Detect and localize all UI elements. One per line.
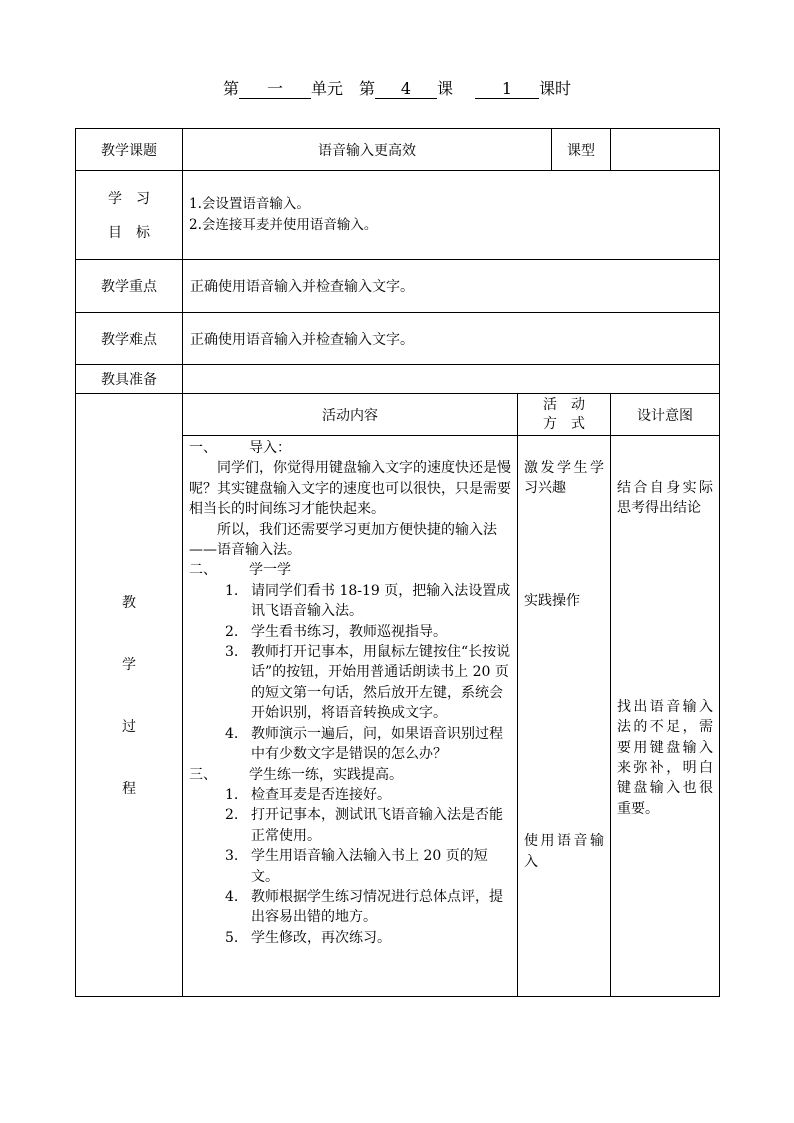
header-label: 第 [222,79,239,98]
list-text: 学生看书练习，教师巡视指导。 [251,623,447,640]
list-number: 2. [225,807,239,824]
intent-text: 找出语音输入法的不足，需要用键盘输入来弥补，明白键盘输入也很重要。 [617,698,713,817]
col-mode-line: 活 动 [543,396,585,413]
col-content-header: 活动内容 [183,394,518,436]
tools-value [183,365,720,394]
list-number: 3. [225,644,239,661]
lesson-header [0,76,794,99]
list-item [189,805,511,846]
section-heading [189,560,511,580]
process-header-row [76,394,720,436]
list-text: 教师演示一遍后，问，如果语音识别过程中有少数文字是错误的怎么办？ [251,725,503,763]
lesson-number: 4 [375,80,437,99]
list-item [189,724,511,765]
mode-text: 使用语音输入 [524,833,604,870]
paragraph: 所以，我们还需要学习更加方便快捷的输入法——语音输入法。 [189,521,497,559]
col-mode-header [518,394,611,436]
goal-item: 2.会连接耳麦并使用语音输入。 [189,217,378,233]
process-label-char: 学 [122,657,136,673]
list-text: 检查耳麦是否连接好。 [251,786,391,803]
mode-text: 实践操作 [524,592,580,609]
header-label: 课时 [539,79,572,98]
topic-row [76,129,720,171]
topic-value: 语音输入更高效 [183,129,552,171]
difficulty-label: 教学难点 [76,313,183,365]
difficulty-row [76,313,720,365]
header-label: 课 [437,79,454,98]
list-number: 3. [225,848,239,865]
list-text: 教师根据学生练习情况进行总体点评，提出容易出错的地方。 [251,888,503,926]
difficulty-value: 正确使用语音输入并检查输入文字。 [183,313,720,365]
type-value [611,129,720,171]
list-text: 学生用语音输入法输入书上 20 页的短文。 [251,848,488,885]
topic-label: 教学课题 [76,129,183,171]
list-number: 4. [225,725,239,742]
goal-item: 1.会设置语音输入。 [189,196,310,212]
unit-number: 一 [239,80,311,99]
section-number: 三、 [189,766,217,783]
goals-label-line: 目 标 [108,225,150,241]
process-label-char: 教 [122,595,136,611]
section-number: 一、 [189,440,217,456]
section-title: 学一学 [249,562,291,579]
col-intent-header: 设计意图 [611,394,720,436]
list-number: 1. [225,582,239,599]
list-text: 学生修改，再次练习。 [251,929,391,946]
activity-content [183,436,518,997]
goals-value [183,171,720,260]
key-row [76,260,720,313]
section-title: 学生练一练，实践提高。 [249,766,403,783]
intent-text: 结合自身实际思考得出结论 [617,480,713,517]
list-item [189,928,511,948]
list-item [189,785,511,805]
goals-row [76,171,720,260]
section-heading [189,765,511,785]
list-text: 打开记事本，测试讯飞语音输入法是否能正常使用。 [251,807,503,844]
list-number: 5. [225,929,239,946]
section-number: 二、 [189,562,217,579]
list-item [189,846,511,887]
type-label: 课型 [552,129,611,171]
list-number: 1. [225,786,239,803]
mode-text: 激发学生学习兴趣 [524,460,604,497]
key-value: 正确使用语音输入并检查输入文字。 [183,260,720,313]
list-text: 请同学们看书 18-19 页，把输入法设置成讯飞语音输入法。 [251,582,511,620]
list-item [189,622,511,642]
list-number: 4. [225,888,239,905]
tools-label: 教具准备 [76,365,183,394]
activity-mode [518,436,611,997]
paragraph: 同学们，你觉得用键盘输入文字的速度快还是慢呢？其实键盘输入文字的速度也可以很快，只是需要相当长的时间练习才能快起来。 [189,460,511,518]
list-number: 2. [225,623,239,640]
goals-label [76,171,183,260]
header-label: 第 [358,79,375,98]
col-mode-line: 方 式 [543,415,585,432]
section-title: 导入： [249,440,291,456]
header-label: 单元 [310,79,343,98]
list-item [189,581,511,622]
period-number: 1 [475,80,539,99]
lesson-plan-table [75,128,720,997]
goals-label-line: 学 习 [108,191,150,207]
tools-row [76,365,720,394]
process-label-char: 程 [122,781,136,797]
process-label-char: 过 [122,719,136,735]
process-label [76,394,183,997]
list-item [189,642,511,724]
design-intent [611,436,720,997]
key-label: 教学重点 [76,260,183,313]
section-heading [189,438,511,458]
list-item [189,887,511,928]
list-text: 教师打开记事本，用鼠标左键按住“长按说话”的按钮，开始用普通话朗读书上 20 页的短文第一句话，然后放开左键，系统会开始识别，将语音转换成文字。 [251,644,511,722]
